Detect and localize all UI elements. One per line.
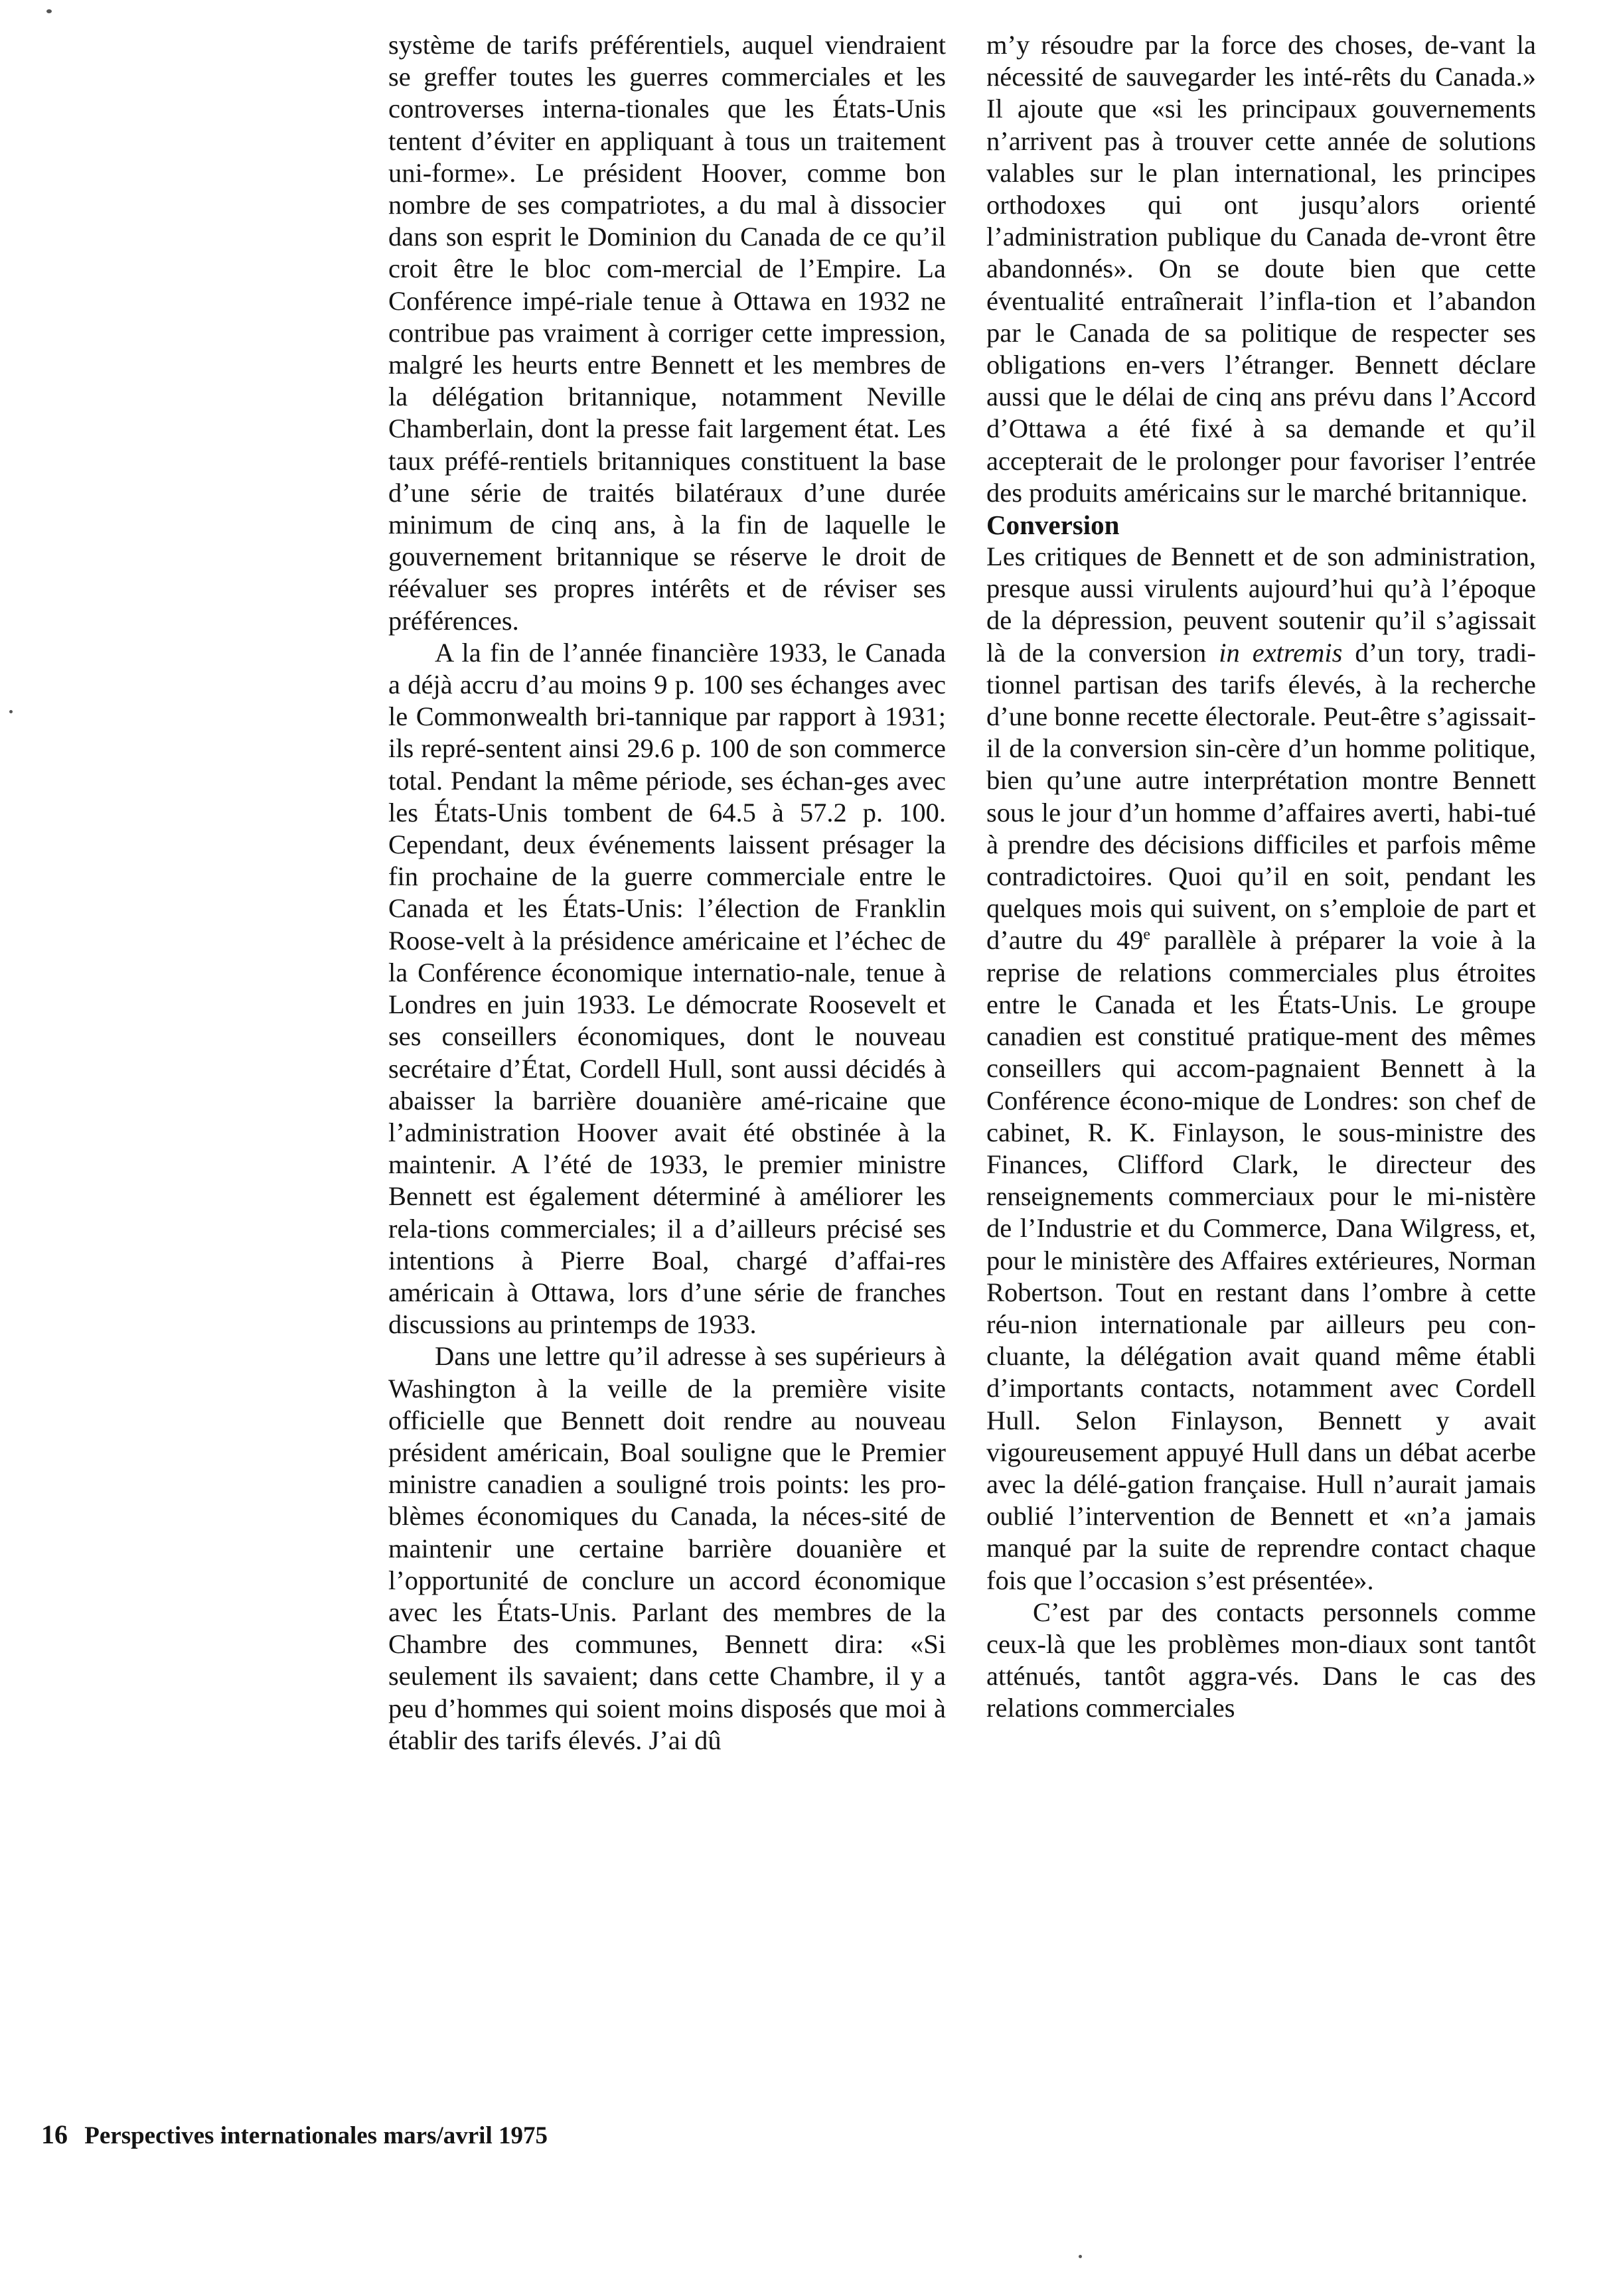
- paragraph: [986, 541, 1536, 1597]
- right-column: [986, 29, 1536, 1725]
- paragraph: A la fin de l’année financière 1933, le Canada a déjà accru d’au moins 9 p. 100 ses échanges avec le Commonwealth bri-tannique par rapport à 1931; ils repré-sentent ainsi 29.6 p. 100 de son commerce total. Pendant la même période, ses échan-ges avec les États-Unis tombent de 64.5 à 57.2 p. 100. Cependant, deux événements laissent présager la fin prochaine de la guerre commerciale entre le Canada et les États-Unis: l’élection de Franklin Roose-velt à la présidence américaine et l’échec de la Conférence économique internatio-nale, tenue à Londres en juin 1933. Le démocrate Roosevelt et ses conseillers économiques, dont le nouveau secrétaire d’État, Cordell Hull, sont aussi décidés à abaisser la barrière douanière amé-ricaine que l’administration Hoover avait été obstinée à la maintenir. A l’été de 1933, le premier ministre Bennett est également déterminé à améliorer les rela-tions commerciales; il a d’ailleurs précisé ses intentions à Pierre Boal, chargé d’affai-res américain à Ottawa, lors d’une série de franches discussions au printemps de 1933.: [388, 637, 946, 1340]
- paragraph-text: d’un tory, tradi-tionnel partisan des tarifs élevés, à la recherche d’une bonne recette électorale. Peut-être s’agissait-il de la conversion sin-cère d’un homme politique, bien qu’une autre interprétation montre Bennett sous le jour d’un homme d’affaires averti, habi-tué à prendre des décisions difficiles et parfois même contradictoires. Quoi qu’il en soit, pendant les quelques mois qui suivent, on s’emploie de part et d’autre du 49: [986, 637, 1536, 956]
- section-heading: Conversion: [986, 510, 1120, 541]
- scan-speck: [9, 710, 13, 713]
- paragraph: système de tarifs préférentiels, auquel viendraient se greffer toutes les guerres commerciales et les controverses interna-tionales que les États-Unis tentent d’éviter en appliquant à tous un traitement uni-forme». Le président Hoover, comme bon nombre de ses compatriotes, a du mal à dissocier dans son esprit le Dominion du Canada de ce qu’il croit être le bloc com-mercial de l’Empire. La Conférence impé-riale tenue à Ottawa en 1932 ne contribue pas vraiment à corriger cette impression, malgré les heurts entre Bennett et les membres de la délégation britannique, notamment Neville Chamberlain, dont la presse fait largement état. Les taux préfé-rentiels britanniques constituent la base d’une série de traités bilatéraux d’une durée minimum de cinq ans, à la fin de laquelle le gouvernement britannique se réserve le droit de réévaluer ses propres intérêts et de réviser ses préférences.: [388, 30, 946, 636]
- paragraph: m’y résoudre par la force des choses, de-vant la nécessité de sauvegarder les inté-rêts du Canada.» Il ajoute que «si les principaux gouvernements n’arrivent pas à trouver cette année de solutions valables sur le plan international, les principes orthodoxes qui ont jusqu’alors orienté l’administration publique du Canada de-vront être abandonnés». On se doute bien que cette éventualité entraînerait l’infla-tion et l’abandon par le Canada de sa politique de respecter ses obligations en-vers l’étranger. Bennett déclare aussi que le délai de cinq ans prévu dans l’Accord d’Ottawa a été fixé à sa demande et qu’il accepterait de le prolonger pour favoriser l’entrée des produits américains sur le marché britannique.: [986, 30, 1536, 508]
- paragraph-text: Les critiques de Bennett et de son administration, presque aussi virulents aujourd’hui qu’à l’époque de la dépression, peuvent soutenir qu’il s’agissait là de la conversion: [986, 541, 1536, 668]
- page-number: 16: [41, 2119, 68, 2149]
- paragraph: C’est par des contacts personnels comme ceux-là que les problèmes mon-diaux sont tantôt atténués, tantôt aggra-vés. Dans le cas des relations commerciales: [986, 1597, 1536, 1723]
- italic-phrase: in extremis: [1219, 637, 1343, 668]
- scan-speck: [1079, 2255, 1082, 2258]
- superscript: e: [1143, 926, 1151, 944]
- paragraph-text: parallèle à préparer la voie à la reprise de relations commerciales plus étroites entre le Canada et les États-Unis. Le groupe canadien est constitué pratique-ment des mêmes conseillers qui accom-pagnaient Bennett à la Conférence écono-mique de Londres: son chef de cabinet, R. K. Finlayson, le sous-ministre des Finances, Clifford Clark, le directeur des renseignements commerciaux pour le mi-nistère de l’Industrie et du Commerce, Dana Wilgress, et, pour le ministère des Affaires extérieures, Norman Robertson. Tout en restant dans l’ombre à cette réu-nion internationale par ailleurs peu con-cluante, la délégation avait quand même établi d’importants contacts, notamment avec Cordell Hull. Selon Finlayson, Bennett y avait vigoureusement appuyé Hull dans un débat acerbe avec la délé-gation française. Hull n’aurait jamais oublié l’intervention de Bennett et «n’a jamais manqué par la suite de reprendre contact chaque fois que l’occasion s’est présentée».: [986, 925, 1536, 1595]
- page-footer: [41, 2120, 548, 2151]
- publication-title: Perspectives internationales mars/avril 1975: [84, 2122, 548, 2149]
- scan-speck: [46, 9, 52, 13]
- left-column: [388, 29, 946, 1757]
- paragraph: Dans une lettre qu’il adresse à ses supérieurs à Washington à la veille de la première visite officielle que Bennett doit rendre au nouveau président américain, Boal souligne que le Premier ministre canadien a souligné trois points: les pro-blèmes économiques du Canada, la néces-sité de maintenir une certaine barrière douanière et l’opportunité de conclure un accord économique avec les États-Unis. Parlant des membres de la Chambre des communes, Bennett dira: «Si seulement ils savaient; dans cette Chambre, il y a peu d’hommes qui soient moins disposés que moi à établir des tarifs élevés. J’ai dû: [388, 1341, 946, 1755]
